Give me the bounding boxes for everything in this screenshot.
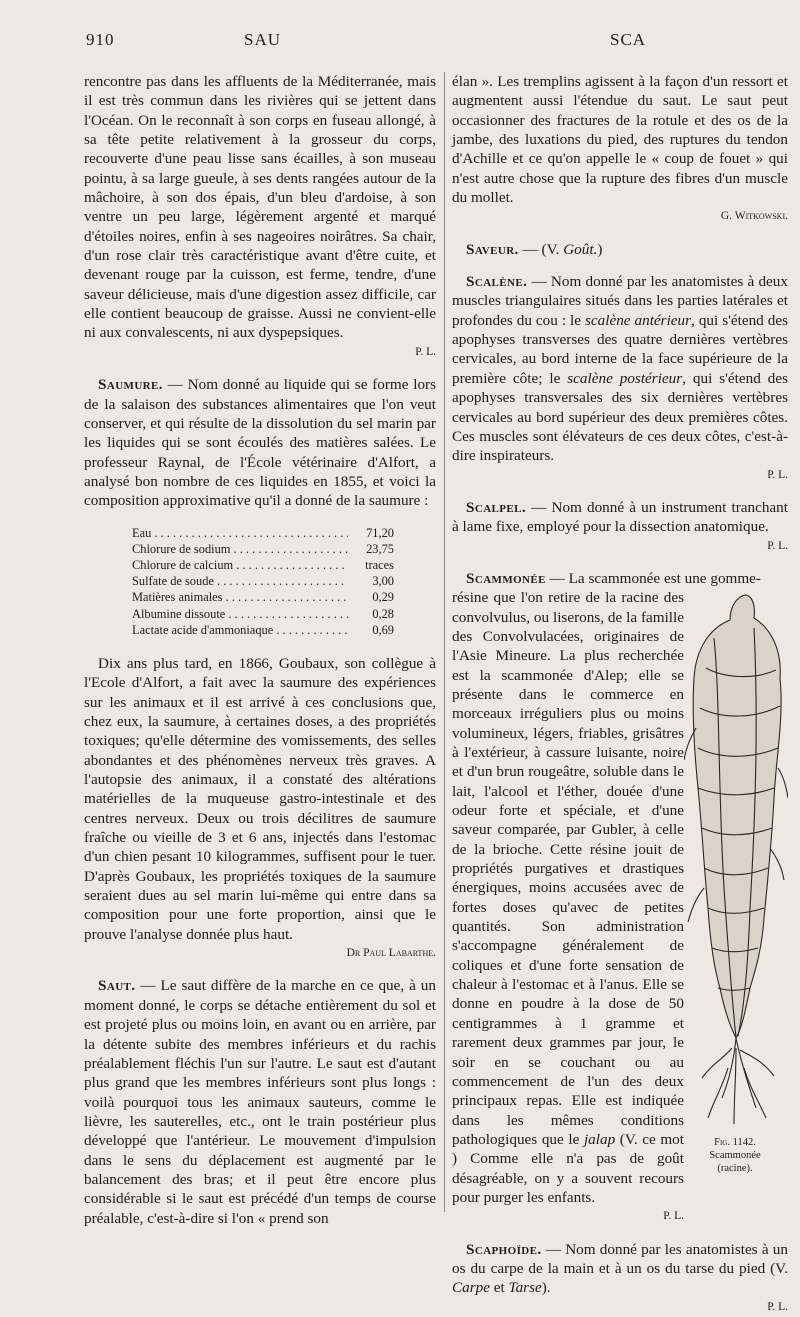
running-head-right: SCA [610,30,647,49]
scammonee-text: résine que l'on retire de la racine des convolvulus, ou liserons, de la famille des Convolvulacées, originaires de l'Asie Mineure. La plus recherchée est la scammonée d'Alep; elle se présente dans le commerce en morceaux irréguliers plus ou moins volumineux, légers, friables, grisâtres à l'extérieur, à cassure luisante, noire et d'un brun rougeâtre, soluble dans le lait, l'alcool et l'éther, douée d'une odeur forte et spéciale, et d'une saveur comparée, par Gubler, à celle de la brioche. Cette résine jouit de propriétés purgatives et drastiques énergiques, moins accusées avec de fortes doses qu'avec de petites quantités. Son administration s'accompagne généralement de coliques et d'une forte sensation de chaleur à l'estomac et à l'anus. Elle se donne en poudre à la dose de 50 centigrammes à 1 gramme et rarement deux grammes par jour, le soir en se couchant ou au commencement de l'un des deux principaux repas. Elle est indiquée dans les mêmes conditions pathologiques que le jalap (V. ce mot ) Comme elle n'a pas de goût désagréable, on y a souvent recours pour purger les enfants. P. L. [452,588,684,1226]
signature: P. L. [415,345,436,358]
composition-row: Chlorure de sodium . . . 23,75 [132,541,394,557]
scammonee-wrap [452,588,788,1226]
composition-row: Sulfate de soude . . . 3,00 [132,573,394,589]
signature: P. L. [767,1300,788,1313]
composition-row: Eau . . . 71,20 [132,525,394,541]
composition-row: Lactate acide d'ammoniaque . . . 0,69 [132,622,394,638]
signature: P. L. [663,1210,684,1223]
headword-scaphoide: Scaphoïde. [466,1240,542,1258]
headword-scalene: Scalène. [466,273,528,291]
figure-caption-text: Scammonée (racine). [709,1150,761,1175]
entry-text: — Le saut diffère de la marche en ce que, à un moment donné, le corps se détache entièrement du sol et est projeté plus ou moins loin, en avant ou en arrière, par la détente subite des membres inférieurs et du rachis préalablement fléchis l'un sur l'autre. Le saut est d'autant plus grand que les membres inférieurs sont plus longs : voilà pourquoi tous les animaux sauteurs, comme le lièvre, les sauterelles, etc., ont le train postérieur plus développé que l'antérieur. Le mouvement d'impulsion dans le sens du déplacement est augmenté par le balancement des bras; et il peut être encore plus considérable si le saut est précédé d'un temps de course préalable, c'est-à-dire si l'on « prend son [84,977,436,1227]
composition-row: Chlorure de calcium . . . traces [132,557,394,573]
composition-table [132,525,394,638]
entry-text: — Nom donné au liquide qui se forme lors de la salaison des substances alimentaires que l'on veut conserver, et qui résulte de la dissolution du sel marin par les liquides qui se sont écoulés des matières salées. Le professeur Raynal, de l'École vétérinaire d'Alfort, a analysé bon nombre de ces liquides en 1855, et voici la composition approximative qu'il a donné de la saumure : [84,376,436,510]
figure-scammonee-root [684,588,788,1226]
saumon-continuation: rencontre pas dans les affluents de la Méditerranée, mais il est très commun dans les rivières qui se jettent dans l'Océan. On le reconnaît à son corps en fuseau allongé, à sa tête petite relativement à la grosseur du corps, recouverte d'une peau lisse sans écailles, à son museau pointu, à sa large gueule, à ses dents rangées autour de la mâchoire, à son dos épais, d'un bleu d'ardoise, à son ventre un peu large, légèrement argenté et marqué d'étoiles noires, enfin à ses nageoires noirâtres. Sa chair, d'un rose clair très caractéristique avant d'être cuite, et devenant rouge par la cuisson, est ferme, tendre, d'une saveur délicieuse, mais d'une digestion assez difficile, car elle contient beaucoup de graisse. Aussi ne convient-elle ni aux convalescents, ni aux dyspepsiques. [84,73,436,342]
headword-scammonee: Scammonée [466,569,546,587]
signature: Dr Paul Labarthe. [346,947,436,960]
page-number: 910 [86,30,115,49]
left-column [84,72,436,1228]
figure-number: Fig. 1142. [714,1137,756,1149]
composition-row: Matières animales . . . 0,29 [132,589,394,605]
headword-saut: Saut. [98,977,136,995]
entry-saveur: Saveur. — (V. Goût.) [466,240,603,258]
signature: G. Witkowski. [720,210,788,223]
entry-scammonee: Scammonée — La scammonée est une gomme- résine que l'on retire de la racine des convolvulus, ou liserons, de la famille des Convolvulacées, originaires de l'Asie Mineure. La plus recherchée est la scammonée d'Alep; elle se présente dans le commerce en morceaux irréguliers plus ou moins volumineux, légers, friables, grisâtres à l'extérieur, à cassure luisante, noire et d'un brun rougeâtre, soluble dans le lait, l'alcool et l'éther, douée d'une odeur forte et spéciale, et d'une saveur comparée, par Gubler, à celle de la brioche. Cette résine jouit de propriétés purgatives et drastiques énergiques, moins accusées avec de fortes doses qu'avec de petites quantités. Son administration s'accompagne généralement de coliques et d'une forte sensation de chaleur à l'estomac et à l'anus. Elle se donne en poudre à la dose de 50 centigrammes à 1 gramme et rarement deux grammes par jour, le soir en se couchant ou au commencement de l'un des deux principaux repas. Elle est indiquée dans les mêmes conditions pathologiques que le jalap (V. ce mot ) Comme elle n'a pas de goût désagréable, on y a souvent recours pour purger les enfants. P. L. Fig. 1142. Scammonée (racine). [452,569,788,1227]
entry-saumure [84,375,436,963]
entry-scalene: Scalène. — Nom donné par les anatomistes à deux muscles triangulaires situés dans les parties latérales et profondes du cou : le scalène antérieur, qui s'étend des apophyses transverses des quatre dernières vertèbres cervicales, au bord interne de la face supérieure de la première côte; le scalène postérieur, qui s'étend des apophyses transversales des six dernières vertèbres cervicales au bord supérieur des deux premières côtes. Ces muscles sont élévateurs de ces deux côtes, c'est-à-dire inspirateurs. P. L. [452,272,788,485]
entry-scalpel: Scalpel. — Nom donné à un instrument tranchant à lame fixe, employé pour la dissection anatomique. P. L. [452,498,788,556]
composition-row: Albumine dissoute . . . 0,28 [132,606,394,622]
figure-caption [694,1136,776,1175]
signature: P. L. [767,468,788,481]
headword-scalpel: Scalpel. [466,498,527,516]
cross-reference: Goût. [563,240,598,258]
signature: P. L. [767,539,788,552]
running-head-left: SAU [244,30,282,49]
entry-text: Dix ans plus tard, en 1866, Goubaux, son collègue à l'Ecole d'Alfort, a fait avec la saumure des expériences sur les animaux et il est arrivé à ces conclusions que, chez eux, la saumure, à certaines doses, a des propriétés toxiques; qu'elle détermine des vomissements, des selles abondantes et des phénomènes nerveux très graves. A l'autopsie des animaux, il a constaté des altérations matérielles de la muqueuse gastro-intestinale et des centres nerveux. Deux ou trois décilitres de saumure fraîche ou vieille de 3 et 6 ans, injectés dans l'estomac d'un chien pesant 10 kilogrammes, suffisent pour le tuer. D'après Goubaux, les propriétés toxiques de la saumure seraient dues au sel marin lui-même qui entre dans sa composition pour une forte proportion, ainsi que le prouve l'analyse donnée plus haut. [84,654,436,943]
column-divider [444,72,445,1212]
headword-saveur: Saveur. [466,240,519,258]
entry-saut [84,976,436,1227]
headword-saumure: Saumure. [98,376,163,394]
saut-continuation: élan ». Les tremplins agissent à la façon d'un ressort et augmentent aussi l'étendue du saut. Le saut peut occasionner des fractures de la rotule et des os de la jambe, des luxations du pied, des ruptures du tendon d'Achille et ce qu'on appelle le « coup de fouet » qui n'est autre chose que la rupture des fibres d'un muscle du mollet. [452,73,788,207]
entry-scaphoide: Scaphoïde. — Nom donné par les anatomistes à un os du carpe de la main et à un os du tarse du pied (V. Carpe et Tarse). P. L. [452,1240,788,1317]
right-column [452,72,788,1317]
scammony-root-icon [684,588,788,1128]
